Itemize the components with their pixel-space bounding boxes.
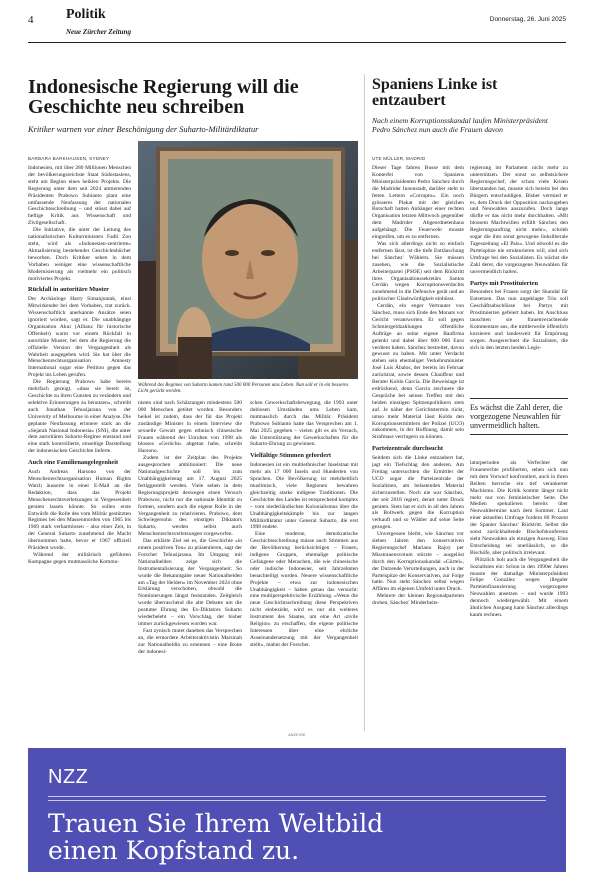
paragraph: Der Archäologe Harry Simanjuntak, einst Mitwirkender bei dem Vorhaben, trat zurück. Wissenschaftlich anerkannte Ansätze seien ignoriert worden, sagt er. Die unabhängige Organisation Akui (Allianz für historische Offenheit) warnt vor einem Rückfall in autoritäre Muster, bei dem die Regierung die offizielle Version der Vergangenheit als Wahrheit ausgegeben wird. Sie hat über die Menschenrechtsorganisation Amnesty International sogar eine Petition gegen das Projekt ins Leben gerufen. [28, 296, 131, 379]
paragraph: Eine moderne, demokratische Geschichtsschreibung müsse auch Stimmen aus der Bevölkerung berücksichtigen – Frauen, indigene Gruppen, ehemalige politische Gefangene oder Menschen, die wie chinesische oder indische Indonesier, seit Jahrzehnten benachteiligt wurden. Neuere wissenschaftliche Projekte – etwa zur indonesischen Unabhängigkeit – haben genau das versucht: eine multiperspektivische Erzählung. «Wenn die neue Geschichtsschreibung diese Perspektiven nicht einbezieht, wird es nur ein weiteres Instrument des Staates, um eine Art ‹zivile Religion› zu erschaffen, die eigene politische Interessen über eine ehrliche Auseinandersetzung mit der Vergangenheit stellt», mahnt der Forscher. [250, 531, 358, 648]
suharto-photo [138, 141, 358, 379]
paragraph: Auch Andreas Harsono von der Menschenrechtsorganisation Human Rights Watch äusserte in einer E-Mail an die Redaktion, dass das Projekt Menschenrechtsverletzungen in Vergessenheit geraten lassen könnte. So sollen erste Entwürfe die Rolle des vom Militär gestützten Regimes bei den Massenmorden von 1965 bis 1969 stark verharmlosen – also einer Zeit, in der General Suharto zunehmend die Macht übernommen hatte, bevor er 1967 offiziell Präsident wurde. [28, 469, 131, 552]
paragraph: schen Gewerkschaftsbewegung, die 1993 unter dubiosen Umständen ums Leben kam, mutmasslich durch das Militär. Präsident Prabowo Subianto hatte das Versprechen am 1. Mai 2025 gegeben – vielen gilt es als Versuch, die Unterstützung der Gewerkschaften für die Suharto-Ehrung zu gewinnen. [250, 400, 358, 448]
paragraph: Indonesien ist ein multiethnischer Inselstaat mit mehr als 17 000 Inseln und Hunderten von Sprachen. Die Bevölkerung ist mehrheitlich muslimisch, viele Regionen bewahren gleichzeitig starke indigene Traditionen. Die Geschichte des Landes ist entsprechend komplex – vom niederländischen Kolonialismus über die Unabhängigkeitskämpfe bis zur langen Militärdiktatur unter General Suharto, die erst 1998 endete. [250, 462, 358, 531]
paragraph: regierung im Parlament nicht mehr zu unterstützen. Der sonst so selbstsichere Regierungschef, der schon viele Krisen überstanden hat, musste sich bereits bei den Bürgern entschuldigen. Bisher vermied er es, dem Druck der Opposition nachzugeben und Neuwahlen auszurufen. Doch lange dürfte er das nicht mehr durchhalten. «Mit blossem Machtwillen erfüllt Sánchez den Regierungsauftrag nicht mehr», schrieb sogar die ihm sonst gewogene linksliberale Tageszeitung «El País». Und obwohl es die Parteispitze nie strukturieren will, sind sich Umfrage bei den Sozialisten. Es wächst die Zahl derer, die vorgezogene Neuwahlen für unvermeidlich halten. [470, 165, 568, 275]
article-spain-col2-top [470, 165, 568, 392]
paragraph: Was sich allerdings nicht so einfach entfernen lässt, ist die tiefe Enttäuschung bei Sánchez' Wählern. Sie müssen zusehen, wie die Sozialistische Arbeiterpartei (PSOE) seit dem Rücktritt ihres Organisationssekretärs Santos Cerdán wegen Korruptionsverdachts zunehmend in die Defensive gerät und an politischer Glaubwürdigkeit einbüsst. [372, 240, 464, 303]
masthead [28, 6, 566, 43]
paper-name: Neue Zürcher Zeitung [66, 28, 131, 36]
paragraph: Die Initiative, die unter der Leitung des nationalistischen Kulturministers Fadli Zon steht, wird als «Indonesien-zentrierte» Aktualisierung bestehender Geschichtsbücher beworben. Doch Kritiker sehen in dem Vorhaben weniger eine wissenschaftliche Modernisierung als vielmehr ein politisch motiviertes Projekt. [28, 227, 131, 282]
photo-caption: Während des Regimes von Suharto kamen rund 500 000 Personen ums Leben. Nun soll er in ein besseres Licht gerückt werden. [138, 383, 349, 394]
paragraph: nisten sind nach Schätzungen mindestens 500 000 Menschen getötet worden. Besonders heikel ist zudem, dass der für das Projekt zuständige Minister in einem Interview die sexuelle Gewalt gegen ethnisch chinesische Frauen während der Unruhen von 1998 als blosses «Gerücht» abgetan habe, schreibt Harsono. [138, 400, 242, 455]
ad-headline [48, 810, 488, 864]
dek-indonesia: Kritiker warnen vor einer Beschönigung der Suharto-Militärdiktatur [28, 125, 259, 134]
paragraph: Mehrere der kleinen Regionalparteien drohen, Sánchez' Minderheits- [372, 593, 464, 607]
paragraph: Cerdán, ein enger Vertrauter von Sánchez, muss sich Ende des Monats vor Gericht verantworten. Er soll gegen Schmiergeldzahlungen öffentliche Aufträge an seine eigene Baufirma gelenkt und dabei über 600 000 Euro verdient haben. Sánchez bestreitet, davon gewusst zu haben. Mit unter Verdacht stehen sein ehemaliger Verkehrsminister José Luis Ábalos, der bereits im Februar zurücktrat, sowie dessen Chauffeur und Berater Koldo García. Die Beweislage ist erdrückend, denn García zeichnete die Gespräche bei seinen Treffen mit den beiden einstigen Spitzenpolitikern stets auf. Je näher der Gerichtstermin rückt, umso mehr Material lässt Koldo den Korruptionsermittlern der Polizei (UCO) zukommen, in der Hoffnung, damit sein Strafmass verringern zu können. [372, 303, 464, 441]
ad-label: ANZEIGE [288, 733, 306, 737]
byline-spain: UTE MÜLLER, MADRID [372, 156, 426, 161]
article-indonesia-col1 [28, 165, 131, 731]
subhead: Auch eine Familienangelegenheit [28, 459, 119, 467]
paragraph: Dieser Tage fahren Busse mit dem Konterfei von Spaniens Ministerpräsidenten Pedro Sánchez durch die Madrider Innenstadt, darüber steht in fetten Lettern «Corrupto». Ein noch grösseres Plakat mit der gleichen Botschaft hatten Anhänger einer rechten Organisation letzten Mittwoch gegenüber dem Madrider Abgeordnetenhaus aufgehängt. Die Feuerwehr musste eingreifen, um es zu entfernen. [372, 165, 464, 241]
article-spain-col2-bottom [470, 460, 568, 731]
ad-headline-line1: Trauen Sie Ihrem Weltbild [48, 809, 384, 838]
paragraph: Indonesien, mit über 280 Millionen Menschen der bevölkerungsreichste Staat Südostasiens, steht am Beginn eines heiklen Projekts. Die Regierung unter dem seit 2024 amtierenden Präsidenten Prabowo Subianto plant eine umfassende Neufassung der nationalen Geschichtsschreibung – und stösst dabei auf heftige Kritik aus Wissenschaft und Zivilgesellschaft. [28, 165, 131, 227]
paragraph: Seitdem sich die Linke entzaubert hat, jagt ein Tiefschlag den anderen. Am Freitag untersuchten die Ermittler der UCO sogar die Parteizentrale der Sozialisten, am belastenden Material sicherzustellen. Noch nie war Sánchez, der seit 2018 regiert, derart unter Druck geraten. Stets hat er sich in all den Jahren als Bollwerk gegen die Korruption verkauft und so Wähler auf seine Seite gezogen. [372, 455, 464, 531]
ad-divider [48, 800, 546, 801]
subhead: Partys mit Prostituierten [470, 279, 539, 287]
subhead: Rückfall in autoritäre Muster [28, 286, 109, 294]
paragraph: laturperioden als Verfechter der Frauenrechte profilierten, sehen sich nun mit dem Vorwurf konfrontiert, auch in ihren Reihen herrsche ein tief verankerter Machismo. Die Kritik kommt längst nicht mehr nur von feministischer Seite. Die Medien spekulieren bereits über Neuwahltermine nach dem Sommer. Laut einer aktuellen Umfrage fordern 60 Prozent der Spanier Sánchez' Rücktritt. Selbst die sonst zurückhaltende Bischofskonferenz sieht Neuwahlen als einzigen Ausweg. Eine Entscheidung sei unerlässlich, so die Bischöfe, aber politisch irrelevant. [470, 460, 568, 556]
article-indonesia-col2 [138, 400, 242, 731]
dek-spain: Nach einem Korruptionsskandal laufen Ministerpräsident Pedro Sánchez nun auch die Frauen davon [372, 116, 548, 134]
paragraph: Fast zynisch mutet daneben das Versprechen an, die ermordete Arbeiteraktivistin Marsinah zur Nationalheldin zu ernennen – eine Ikone der indonesi- [138, 627, 242, 655]
column-rule [364, 74, 365, 731]
headline-indonesia: Indonesische Regierung will die Geschichte neu schreiben [28, 76, 299, 118]
paragraph: Zudem ist der Zeitplan des Projekts ausgesprochen ambitioniert: Die neue Nationalgeschichte soll bis zum Unabhängigkeitstag am 17. August 2025 fertiggestellt werden. Viele sehen in dem Regierungsprojekt deswegen einen Versuch Prabowos, nicht nur die nationale Identität zu formen, sondern auch die eigene Rolle in der Vergangenheit zu relativieren. Prabowo, dem Schwiegersohn des einstigen Diktators Suharto, werden selbst auch Menschenrechtsverletzungen vorgeworfen. [138, 455, 242, 538]
byline-indonesia: BARBARA BARKHAUSEN, SYDNEY [28, 156, 110, 161]
paragraph: Während der militärisch geführten Kampagne gegen mutmassliche Kommu- [28, 551, 131, 565]
article-spain-col1 [372, 165, 464, 731]
paragraph: Das erklärte Ziel sei es, die Geschichte «in einem positiven Ton» zu präsentieren, sagt der Forscher Tehusijarana. Im Umgang mit Nationalhelden zeige sich die Instrumentalisierung der Vergangenheit: So wurde die Bekanntgabe neuer Nationalhelden am «Tag der Helden» im November 2024 ohne Erklärung verschoben, obwohl die Nominierungen längst feststanden. Zeitgleich wurde überraschend die alte Debatte um die postume Ehrung des Ex-Diktators Suharto wiederbelebt – ein Vorschlag, der bisher immer zurückgewiesen worden war. [138, 538, 242, 627]
subhead: Vielfältige Stimmen gefordert [250, 452, 332, 460]
subhead: Parteizentrale durchsucht [372, 445, 444, 453]
nzz-advertisement[interactable] [28, 748, 566, 872]
paragraph: Die Regierung Prabowo habe bereits mehrfach gezeigt, «dass sie bereit ist, Geschichte zu ihren Gunsten zu verändern und selektive Erinnerungen zu benutzen», schreibt auch Jonathan Tehusijarana von der University of Melbourne in einer Analyse. Die geplante Neufassung erinnere stark an die «Sejarah Nasional Indonesia» (SNI), die unter dem autoritären Suharto-Regime entstand und eine stark kontrollierte, einseitige Darstellung der indonesischen Geschichte lieferte. [28, 379, 131, 455]
section-title: Politik [66, 7, 106, 22]
paragraph: Plötzlich holt auch die Vergangenheit die Sozialisten ein: Schon in den 1990er Jahren musste der damalige Ministerpräsident Felipe González wegen illegaler Parteienfinanzierung vorgezogene Neuwahlen ansetzen – und wurde 1993 dennoch wiedergewählt. Mit einem ähnlichen Ausgang kann Sánchez allerdings kaum rechnen. [470, 556, 568, 618]
paragraph: Besonders bei Frauen sorgt der Skandal für Entsetzen. Das nun angeklagte Trio soll Geschäftsabschlüsse bei Partys mit Prostituierten gefeiert haben. Im Anschluss tauschten sie frauenverachtende Kommentare aus, die mittlerweile öffentlich kursieren und landesweit für Empörung sorgen. Ausgerechnet die Sozialisten, die sich in den letzten beiden Legis- [470, 289, 568, 351]
ad-logo: NZZ [48, 766, 89, 788]
page-number: 4 [28, 14, 34, 26]
ad-headline-line2: einen Kopfstand zu. [48, 836, 300, 865]
pull-quote: Es wächst die Zahl derer, die vorgezogene Neuwahlen für unvermeidlich halten. [470, 398, 568, 435]
portrait-image [138, 141, 358, 379]
headline-spain: Spaniens Linke ist entzaubert [372, 76, 498, 109]
article-indonesia-col3 [250, 400, 358, 731]
paragraph: Unvergessen bleibt, wie Sánchez vor sieben Jahren den konservativen Regierungschef Mariano Rajoy per Misstrauensvotum stürzte – ausgelöst durch den Korruptionsskandal «Gürtel», der Dutzende Verurteilungen, auch in der Parteispitze der Konservativen, zur Folge hatte. Nun steht Sánchez selbst wegen Affären im eigenen Umfeld unter Druck. [372, 531, 464, 593]
issue-date: Donnerstag, 26. Juni 2025 [489, 16, 566, 23]
